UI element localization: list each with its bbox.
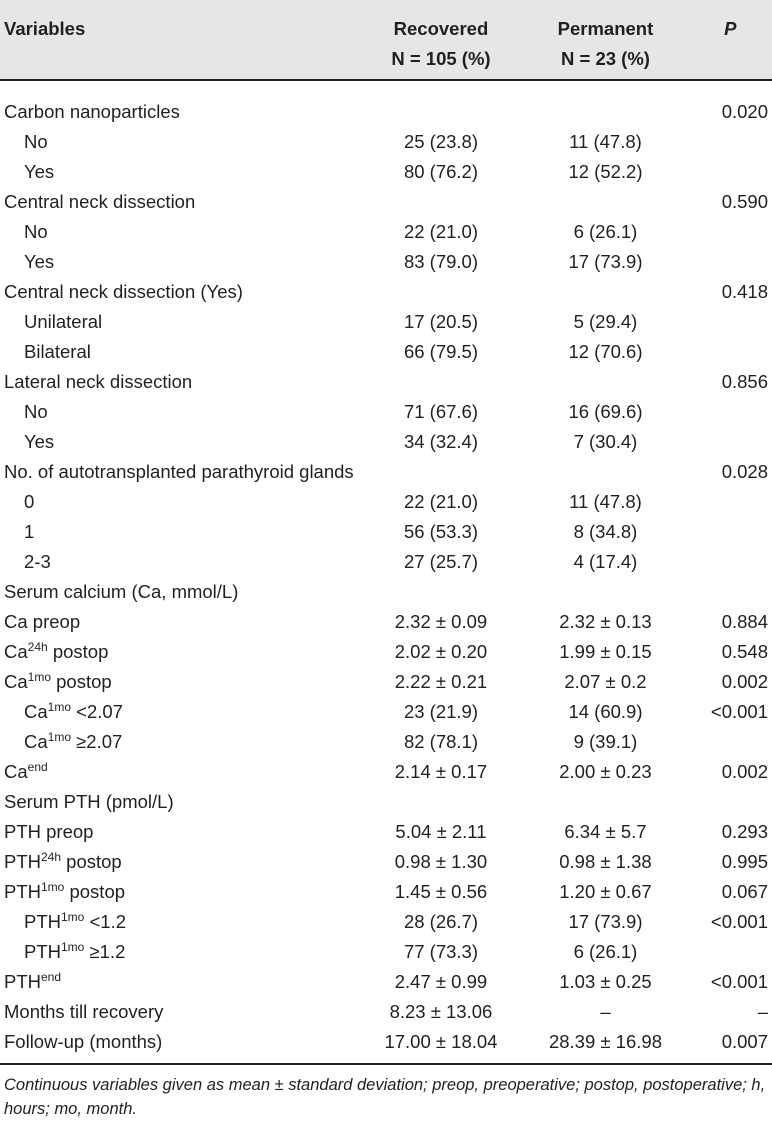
label-rest: postop: [51, 671, 112, 692]
permanent-cell: 12 (52.2): [568, 161, 643, 182]
p-value-cell: <0.001: [710, 911, 768, 932]
header-recovered-line1: Recovered: [393, 18, 489, 39]
recovered-cell: 80 (76.2): [403, 161, 478, 182]
p-value-cell: [689, 517, 772, 547]
p-value-cell: 0.548: [721, 641, 768, 662]
row-label: 0: [24, 491, 35, 512]
p-value-cell: 0.293: [721, 821, 768, 842]
recovered-cell: 22 (21.0): [403, 221, 478, 242]
row-label: [0, 727, 360, 757]
table-row: [0, 607, 772, 637]
p-value-cell: 0.884: [721, 611, 768, 632]
recovered-cell: 17 (20.5): [403, 311, 478, 332]
header-recovered: [360, 0, 523, 80]
recovered-cell: 1.45 ± 0.56: [394, 881, 488, 902]
permanent-cell: 12 (70.6): [568, 341, 643, 362]
recovered-cell: [360, 787, 523, 817]
label-base: Ca: [4, 641, 28, 662]
recovered-cell: 8.23 ± 13.06: [389, 1001, 493, 1022]
row-label: Lateral neck dissection: [4, 371, 193, 392]
row-label: Serum PTH (pmol/L): [4, 791, 174, 812]
row-label: PTH preop: [4, 821, 94, 842]
table-row: [0, 217, 772, 247]
permanent-cell: 1.03 ± 0.25: [559, 971, 652, 992]
row-label: Yes: [24, 251, 55, 272]
table-header: [0, 0, 772, 80]
p-value-cell: [689, 547, 772, 577]
permanent-cell: 11 (47.8): [569, 131, 642, 152]
table-row: [0, 337, 772, 367]
table-row: [0, 967, 772, 997]
table-row: [0, 847, 772, 877]
table-row: [0, 247, 772, 277]
permanent-cell: 2.32 ± 0.13: [559, 611, 652, 632]
p-value-cell: [689, 787, 772, 817]
row-label: 2-3: [24, 551, 51, 572]
table-row: [0, 367, 772, 397]
recovered-cell: 23 (21.9): [403, 701, 478, 722]
table-row: [0, 127, 772, 157]
recovered-cell: [360, 367, 523, 397]
table-row: [0, 937, 772, 967]
p-value-cell: [689, 727, 772, 757]
recovered-cell: 34 (32.4): [403, 431, 478, 452]
permanent-cell: 5 (29.4): [573, 311, 638, 332]
p-value-cell: [689, 217, 772, 247]
permanent-cell: [522, 80, 688, 127]
row-label: Months till recovery: [4, 1001, 164, 1022]
permanent-cell: [522, 787, 688, 817]
row-label: [0, 847, 360, 877]
permanent-cell: 6.34 ± 5.7: [564, 821, 647, 842]
table-row: [0, 727, 772, 757]
header-variables: Variables: [0, 0, 360, 80]
permanent-cell: [522, 367, 688, 397]
label-superscript: 1mo: [41, 879, 65, 894]
table-row: [0, 697, 772, 727]
label-base: Ca: [4, 761, 28, 782]
p-value-cell: [689, 937, 772, 967]
p-value-cell: 0.002: [721, 761, 768, 782]
table-row: [0, 277, 772, 307]
table-row: [0, 997, 772, 1027]
permanent-cell: 4 (17.4): [573, 551, 638, 572]
header-permanent: [522, 0, 688, 80]
row-label: Central neck dissection: [4, 191, 196, 212]
permanent-cell: [522, 187, 688, 217]
label-base: PTH: [4, 881, 41, 902]
row-label: No. of autotransplanted parathyroid glands: [4, 461, 354, 482]
table-row: [0, 80, 772, 127]
row-label: Bilateral: [24, 341, 91, 362]
table-row: [0, 187, 772, 217]
table-body: [0, 80, 772, 1064]
p-value-cell: 0.418: [721, 281, 768, 302]
row-label: Yes: [24, 431, 55, 452]
table-row: [0, 577, 772, 607]
recovered-cell: 0.98 ± 1.30: [394, 851, 488, 872]
recovered-cell: 27 (25.7): [403, 551, 478, 572]
table-row: [0, 877, 772, 907]
permanent-cell: 8 (34.8): [573, 521, 638, 542]
recovered-cell: [360, 277, 523, 307]
recovered-cell: 66 (79.5): [403, 341, 478, 362]
p-value-cell: 0.590: [721, 191, 768, 212]
recovered-cell: 83 (79.0): [403, 251, 478, 272]
recovered-cell: 2.22 ± 0.21: [394, 671, 488, 692]
permanent-cell: [522, 577, 688, 607]
recovered-cell: 2.14 ± 0.17: [394, 761, 488, 782]
p-value-cell: <0.001: [710, 971, 768, 992]
label-base: Ca: [4, 671, 28, 692]
permanent-cell: 6 (26.1): [573, 221, 638, 242]
permanent-cell: 14 (60.9): [568, 701, 643, 722]
permanent-cell: –: [600, 1001, 611, 1022]
permanent-cell: 1.20 ± 0.67: [559, 881, 652, 902]
recovered-cell: 82 (78.1): [403, 731, 478, 752]
recovered-cell: [360, 457, 523, 487]
row-label: [0, 667, 360, 697]
table-row: [0, 517, 772, 547]
p-value-cell: [689, 247, 772, 277]
header-permanent-line2: N = 23 (%): [561, 48, 650, 69]
p-value-cell: 0.995: [721, 851, 768, 872]
p-value-cell: [689, 127, 772, 157]
label-rest: postop: [64, 881, 126, 902]
p-value-cell: –: [757, 1001, 768, 1022]
label-superscript: 24h: [41, 849, 62, 864]
label-superscript: 1mo: [27, 669, 51, 684]
recovered-cell: [360, 80, 523, 127]
recovered-cell: 56 (53.3): [403, 521, 478, 542]
label-superscript: 1mo: [61, 909, 85, 924]
p-value-cell: <0.001: [710, 701, 768, 722]
row-label: [0, 937, 360, 967]
p-value-cell: 0.007: [689, 1027, 772, 1064]
header-recovered-line2: N = 105 (%): [391, 48, 491, 69]
p-value-cell: [689, 577, 772, 607]
p-value-cell: [689, 487, 772, 517]
row-label: [0, 907, 360, 937]
table-row: [0, 787, 772, 817]
permanent-cell: 2.00 ± 0.23: [559, 761, 652, 782]
p-value-cell: [689, 157, 772, 187]
permanent-cell: 17 (73.9): [568, 251, 643, 272]
recovered-cell: 28 (26.7): [403, 911, 478, 932]
label-superscript: 1mo: [47, 729, 71, 744]
recovered-cell: 77 (73.3): [403, 941, 478, 962]
table-row: [0, 547, 772, 577]
table-row: [0, 667, 772, 697]
p-value-cell: [689, 397, 772, 427]
p-value-cell: 0.856: [721, 371, 768, 392]
table-row: [0, 1027, 772, 1064]
p-value-cell: 0.028: [721, 461, 768, 482]
table-row: [0, 487, 772, 517]
label-rest: ≥1.2: [84, 941, 126, 962]
p-value-cell: [689, 307, 772, 337]
table-row: [0, 457, 772, 487]
recovered-cell: 22 (21.0): [403, 491, 478, 512]
table-row: [0, 397, 772, 427]
row-label: Carbon nanoparticles: [4, 101, 180, 122]
label-base: PTH: [24, 911, 61, 932]
label-superscript: 24h: [27, 639, 48, 654]
label-superscript: 1mo: [61, 939, 85, 954]
label-base: PTH: [4, 851, 41, 872]
row-label: No: [24, 401, 48, 422]
row-label: [0, 967, 360, 997]
row-label: [0, 697, 360, 727]
header-row: [0, 0, 772, 80]
row-label: [0, 877, 360, 907]
row-label: Unilateral: [24, 311, 103, 332]
header-p: P: [689, 0, 772, 80]
table-row: [0, 637, 772, 667]
permanent-cell: 1.99 ± 0.15: [559, 641, 652, 662]
row-label: Yes: [24, 161, 55, 182]
table-row: [0, 907, 772, 937]
label-superscript: end: [41, 969, 62, 984]
permanent-cell: 9 (39.1): [573, 731, 638, 752]
permanent-cell: [522, 277, 688, 307]
label-rest: postop: [47, 641, 109, 662]
row-label: Serum calcium (Ca, mmol/L): [4, 581, 239, 602]
label-superscript: end: [27, 759, 48, 774]
row-label: 1: [24, 521, 35, 542]
table-row: [0, 757, 772, 787]
permanent-cell: 0.98 ± 1.38: [559, 851, 652, 872]
recovered-cell: 2.47 ± 0.99: [394, 971, 488, 992]
recovered-cell: 71 (67.6): [403, 401, 478, 422]
label-rest: <1.2: [84, 911, 127, 932]
p-value-cell: [689, 337, 772, 367]
permanent-cell: 6 (26.1): [573, 941, 638, 962]
recovered-cell: [360, 187, 523, 217]
label-rest: postop: [61, 851, 122, 872]
permanent-cell: 2.07 ± 0.2: [564, 671, 647, 692]
permanent-cell: [522, 457, 688, 487]
recovered-cell: 17.00 ± 18.04: [360, 1027, 523, 1064]
row-label: Central neck dissection (Yes): [4, 281, 243, 302]
table-row: [0, 817, 772, 847]
row-label: No: [24, 221, 48, 242]
permanent-cell: 11 (47.8): [569, 491, 642, 512]
label-rest: ≥2.07: [71, 731, 123, 752]
permanent-cell: 17 (73.9): [568, 911, 643, 932]
row-label: [0, 637, 360, 667]
row-label: Follow-up (months): [0, 1027, 360, 1064]
recovered-cell: [360, 577, 523, 607]
table-row: [0, 157, 772, 187]
p-value-cell: 0.067: [721, 881, 768, 902]
label-base: Ca: [24, 731, 48, 752]
permanent-cell: 7 (30.4): [573, 431, 638, 452]
label-base: PTH: [4, 971, 41, 992]
header-permanent-line1: Permanent: [557, 18, 654, 39]
row-label: Ca preop: [4, 611, 81, 632]
p-value-cell: [689, 427, 772, 457]
label-base: PTH: [24, 941, 61, 962]
label-superscript: 1mo: [47, 699, 71, 714]
row-label: [0, 757, 360, 787]
recovered-cell: 2.32 ± 0.09: [394, 611, 488, 632]
recovered-cell: 25 (23.8): [403, 131, 478, 152]
row-label: No: [24, 131, 48, 152]
permanent-cell: 16 (69.6): [568, 401, 643, 422]
p-value-cell: 0.020: [721, 101, 768, 122]
label-base: Ca: [24, 701, 48, 722]
table-row: [0, 427, 772, 457]
permanent-cell: 28.39 ± 16.98: [522, 1027, 688, 1064]
label-rest: <2.07: [71, 701, 123, 722]
recovered-cell: 5.04 ± 2.11: [395, 821, 487, 842]
recovered-cell: 2.02 ± 0.20: [394, 641, 488, 662]
p-value-cell: 0.002: [721, 671, 768, 692]
table-footnote: Continuous variables given as mean ± standard deviation; preop, preoperative; postop, postoperative; h, hours; mo, month.: [4, 1076, 766, 1118]
table-row: [0, 307, 772, 337]
